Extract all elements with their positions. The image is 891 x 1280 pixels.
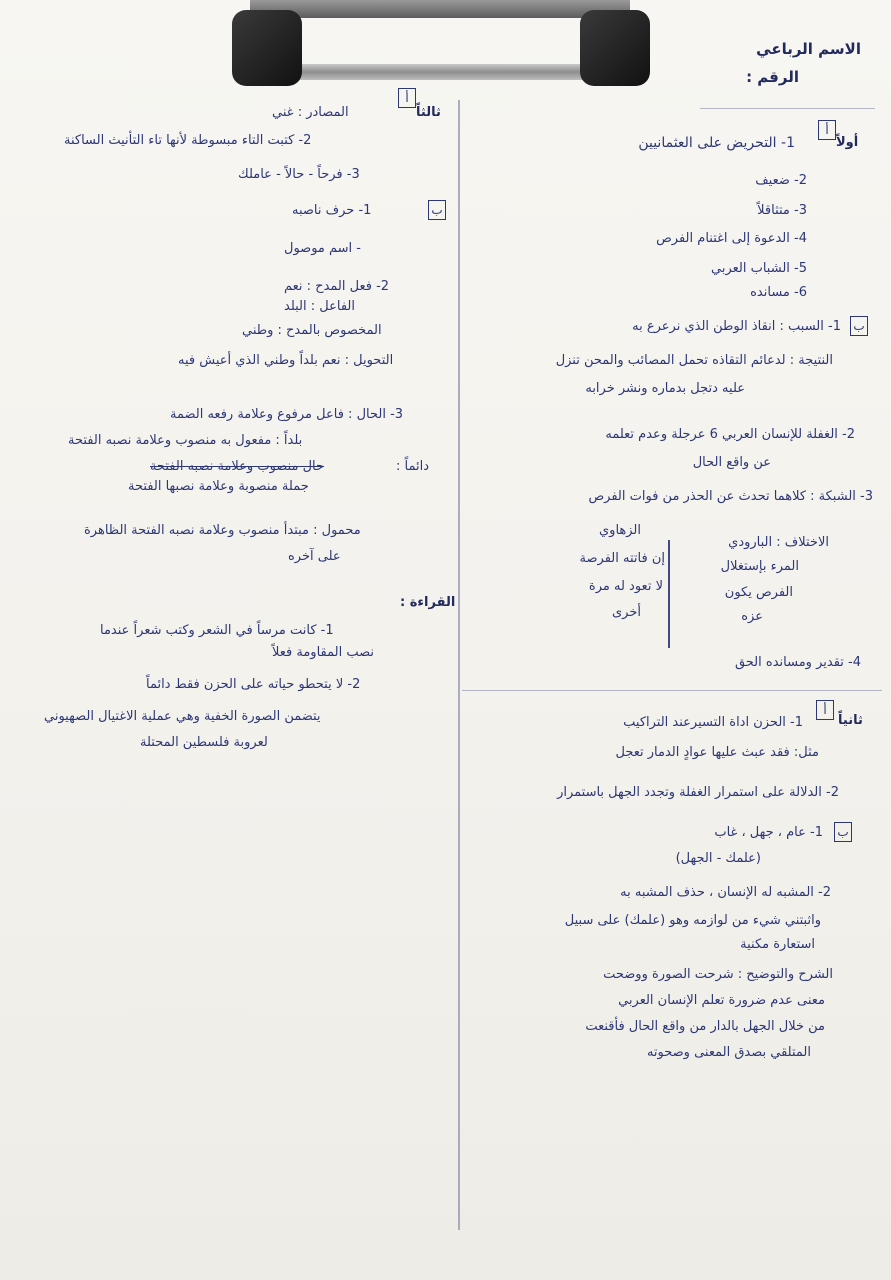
column-divider [458, 100, 460, 1230]
section-b-box: ب [850, 316, 868, 336]
section3-item2: 2- كتبت التاء مبسوطة لأنها تاء التأنيث الساكنة [64, 133, 312, 148]
header-rule [700, 108, 875, 109]
table-left-line-1: إن فاتته الفرصة [579, 551, 665, 566]
section3-box-b: ب [428, 200, 446, 220]
section3-b3-sub3: جملة منصوبة وعلامة نصبها الفتحة [128, 479, 309, 494]
section-b-item2-line2: عن واقع الحال [692, 455, 771, 470]
table-right-line-2: الفرص يكون [724, 585, 793, 600]
section2-b1-line1: 1- عام ، جهل ، غاب [714, 825, 823, 840]
section-b-item4: 4- تقدير ومسانده الحق [734, 655, 861, 670]
table-left-line-2: لا تعود له مرة [588, 579, 663, 594]
section3-b3-sub5: على آخره [288, 549, 341, 564]
section2-b2-line2: واثبتني شيء من لوازمه وهو (علمك) على سبيل [564, 913, 821, 928]
section1-item-6: 6- مسانده [750, 285, 807, 300]
section1-heading: أولاً [836, 135, 859, 150]
section2-b1-line2: (علمك - الجهل) [675, 851, 761, 866]
section2-item1: 1- الحزن اداة التسيرعند التراكيب [623, 715, 803, 730]
section1-item-4: 4- الدعوة إلى اغتنام الفرص [656, 231, 807, 246]
table-right-header: الاختلاف : البارودي [728, 535, 829, 550]
reading-item2: 2- لا يتحطو حياته على الحزن فقط دائماً [146, 677, 361, 692]
section2-b2-line1: 2- المشبه له الإنسان ، حذف المشبه به [620, 885, 831, 900]
table-left-line-3: أخرى [612, 605, 641, 620]
section2-item2: 2- الدلالة على استمرار الغفلة وتجدد الجهل باستمرار [557, 785, 839, 800]
section3-heading: ثالثاً [416, 105, 441, 120]
section2-b2-line6: من خلال الجهل بالدار من واقع الحال فأقنعت [585, 1019, 825, 1034]
section3-b2-sub2: المخصوص بالمدح : وطني [242, 323, 382, 338]
table-right-line-1: المرء بإستغلال [720, 559, 799, 574]
section3-b2: 2- فعل المدح : نعم [284, 279, 390, 294]
section3-item3: 3- فرحاً - حالاً - عاملك [238, 167, 360, 182]
section-b-item3: 3- الشبكة : كلاهما تحدث عن الحذر من فوات الفرص [588, 489, 873, 504]
number-label: الرقم : [746, 68, 799, 86]
section3-b3-sub2-strike: حال منصوب وعلامة نصبه الفتحة [150, 459, 325, 474]
section2-b2-line4: الشرح والتوضيح : شرحت الصورة ووضحت [603, 967, 833, 982]
section2-box: أ [816, 700, 834, 720]
section3-b3-sub2-prefix: دائماً : [396, 459, 430, 474]
section2-heading: ثانياً [838, 713, 863, 728]
reading-item1-line2: نصب المقاومة فعلاً [272, 645, 375, 660]
section2-b2-line5: معنى عدم ضرورة تعلم الإنسان العربي [618, 993, 825, 1008]
clipboard-clip-bar [250, 64, 630, 80]
name-label: الاسم الرباعي [756, 40, 861, 58]
reading-item3-line1: يتضمن الصورة الخفية وهي عملية الاغتيال الصهيوني [44, 709, 321, 724]
section2-b2-line3: استعارة مكنية [740, 937, 815, 952]
table-right-line-3: عزه [741, 609, 763, 624]
section-b-result-line2: عليه دتجل بدماره ونشر خرابه [585, 381, 745, 396]
section3-b3-sub1: بلداً : مفعول به منصوب وعلامة نصبه الفتحة [68, 433, 303, 448]
section3-b2-sub1: الفاعل : البلد [284, 299, 355, 314]
section2-box-b: ب [834, 822, 852, 842]
section1-item-1: 1- التحريض على العثمانيين [638, 135, 795, 151]
section1-item-5: 5- الشباب العربي [711, 261, 807, 276]
section3-b3: 3- الحال : فاعل مرفوع وعلامة رفعه الضمة [170, 407, 404, 422]
section2-rule [462, 690, 882, 691]
section3-b3-sub4: محمول : مبتدأ منصوب وعلامة نصبه الفتحة الظاهرة [84, 523, 361, 538]
reading-item1-line1: 1- كانت مرساً في الشعر وكتب شعراً عندما [100, 623, 334, 638]
section3-b1: 1- حرف ناصبه [292, 203, 372, 218]
reading-item3-line2: لعروبة فلسطين المحتلة [140, 735, 268, 750]
section1-box: أ [818, 120, 836, 140]
section1-item-2: 2- ضعيف [755, 173, 807, 188]
clipboard-clip-left-knob [232, 10, 302, 86]
clipboard-clip-top [250, 0, 630, 18]
section-b-item2-line1: 2- الغفلة للإنسان العربي 6 عرجلة وعدم تعلمه [605, 427, 855, 442]
section2-b2-line7: المتلقي بصدق المعنى وصحوته [646, 1045, 811, 1060]
section3-box: أ [398, 88, 416, 108]
table-vertical-rule [668, 540, 670, 648]
section-b-cause: 1- السبب : انقاذ الوطن الذي نرعرع به [632, 319, 841, 334]
section3-header-text: المصادر : غني [272, 105, 349, 120]
clipboard-clip-right-knob [580, 10, 650, 86]
section3-b2-sub3: التحويل : نعم بلداً وطني الذي أعيش فيه [178, 353, 394, 368]
section2-example: مثل: فقد عبث عليها عوادٍ الدمار تعجل [615, 745, 819, 760]
table-left-header: الزهاوي [598, 523, 641, 538]
reading-heading: القراءة : [400, 595, 456, 610]
section1-item-3: 3- متثاقلاً [757, 203, 807, 218]
section-b-result-line1: النتيجة : لدعائم التقاذه تحمل المصائب والمحن تنزل [555, 353, 833, 368]
section3-b1-sub: - اسم موصول [284, 241, 361, 256]
